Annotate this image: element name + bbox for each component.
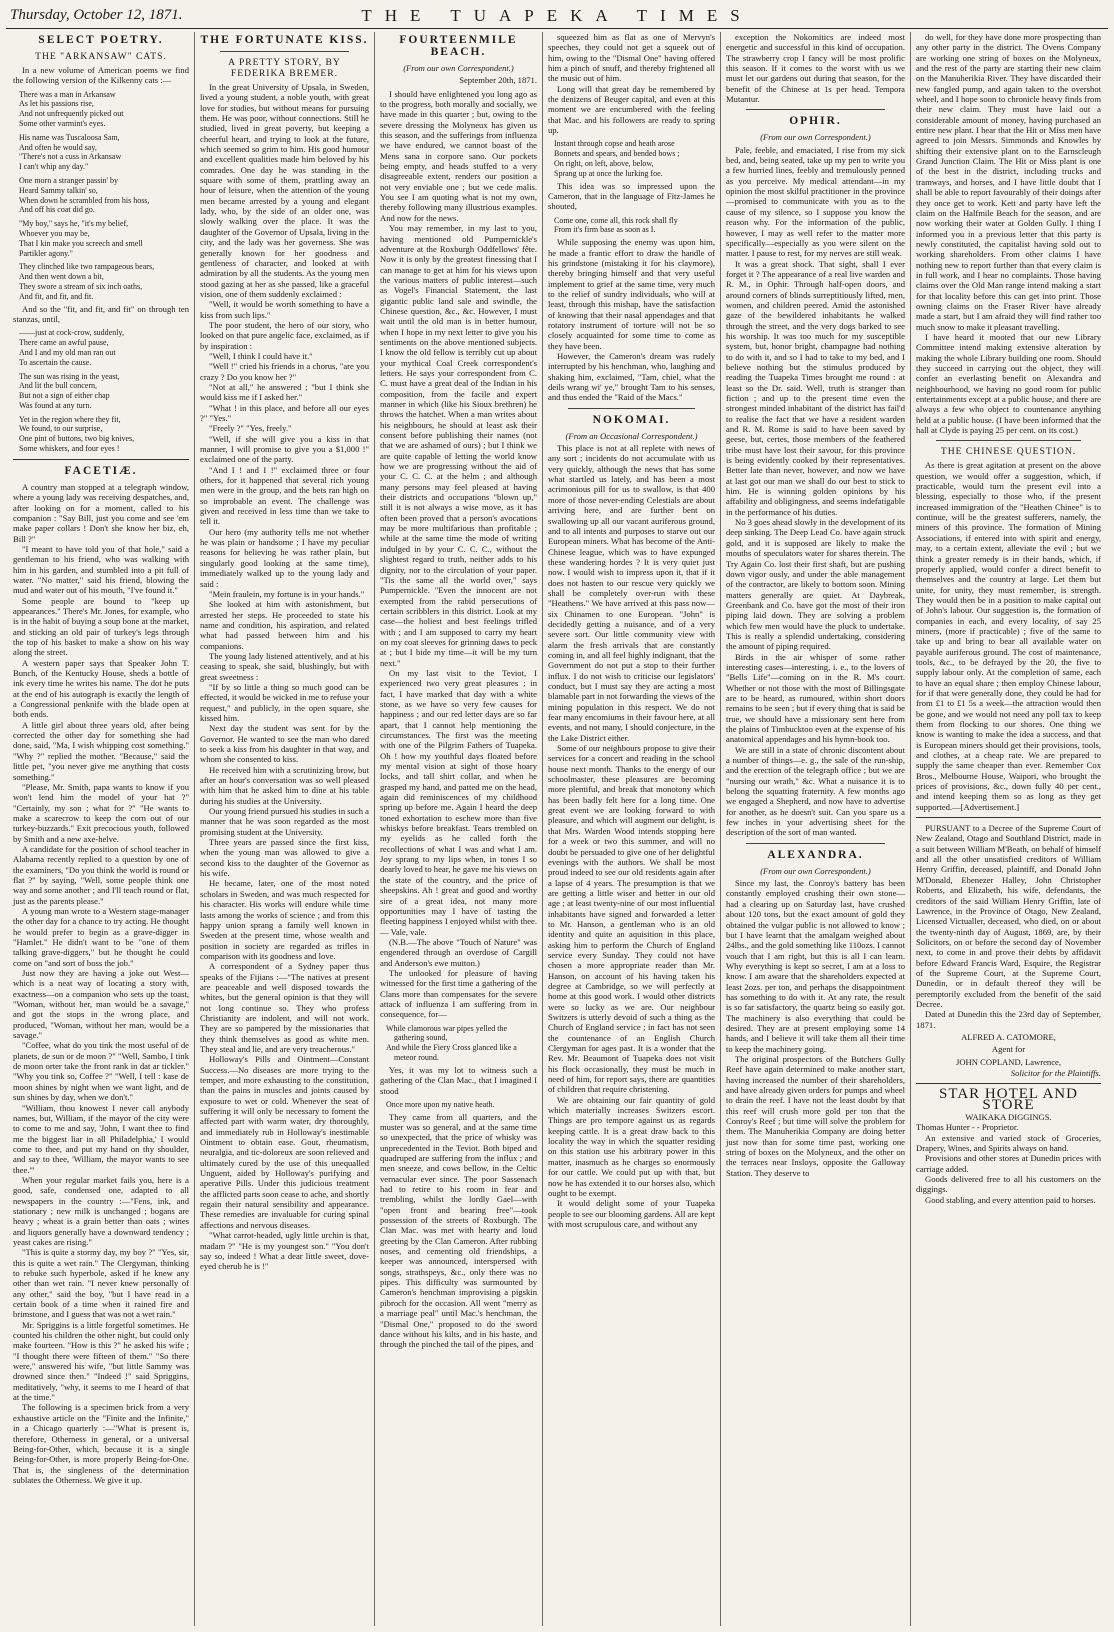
verse-line: There came an awful pause, <box>19 338 109 348</box>
verse-line: They swore a stream of six inch oaths, <box>19 282 143 292</box>
article-paragraph: When your regular market fails you, here is a good, safe, condensed one, adapted to all newspapers in the country :—"Fens, ink, and stationary ; new milk is unchanged ; bogans are heavy ; wheat is a grain better than oats ; wines and liquors generally have a downward tendency ; yeast cakes are rising." <box>13 1174 189 1247</box>
verse-line: And not unfrequently picked out <box>19 109 124 119</box>
article-paragraph: Yes, it was my lot to witness such a gathering of the Clan Mac., that I imagined I stood <box>380 1064 537 1096</box>
article-paragraph: You may remember, in my last to you, having mentioned old Pumpernickle's adventure at the Roxburgh Oddfellows' fête. Now it is only by the greatest finessing that I can manage to get at him for his views upon the various matters of public interest—such as Vogel's Financial Statement, the last gigantic public land sale and swindle, the Chinese question, &c., &c. However, I must wait until the old man is in better humour, when I hope in my next letter to give you his sentiments on the above mentioned subjects. I know the old fellow is terribly cut up about your mythical Coal Creek correspondent's letters. He says your correspondent from C. C. must have a great deal of the Indian in his composition, from the facile and expert manner in which (like his Sioux brethren) he throws the hatchet. When a man writes about his neighbours, he should at least ask their consent before publishing their names (not that we are ashamed of ours) ; but I think we are quite capable of letting the world know how we are progressing without the aid of your C. C. C. at the helm ; and although many persons may feel pleased at having their districts and occupations "blown up," still it is not always a wise move, as it has often been proved that a person's avocations may be more multifarious than profitable ; while at the same time the mode of writing indulged in by your C. C. C., without the slightest regard to truth, neither adds to his dignity, nor to the circulation of your paper. "Tis the same all the world over," says Pumpernickle. "Even the innocent are not exempted from the rabid persecutions of certain scribblers in this district. Look at my case—the holiest and best feelings trifled with ; and I am supposed to carry my heart on my coat sleeves for grinning daws to peck at ; but I bide my time—it will be my turn next." <box>380 223 537 668</box>
article-paragraph: The young lady listened attentively, and at his ceasing to speak, she said, blushingly, but with great sweetness : <box>200 650 369 682</box>
article-paragraph: Some people are bound to "keep up appearances." There's Mr. Jones, for example, who is in the habit of buying a soup bone at the market, and sticking an old pair of turkey's legs through the top of his basket to make a show on his way along the street. <box>13 595 189 658</box>
issue-date: Thursday, October 12, 1871. <box>10 7 183 23</box>
article-paragraph: As there is great agitation at present on the above question, we would offer a suggestion, which, if practicable, would turn the present evil into a blessing, especially to those who, if the present increased immigration of the "Heathen Chinee" is to continue, will be the greatest sufferers, namely, the miners of this province. The formation of Mining Associations, if entered into with spirit and energy, may, to a certain extent, alleviate the evil ; but we think a greater remedy is in their hands, which, if properly applied, would confer a direct benefit to themselves and the country at large. Let them but unite, for unity, they must remember, is strength. They would then be in a position to make capital out of John's labour. Our suggestion is, the formation of companies in each, and every locality, of say 25 miners, (more if practicable) ; five of the same to take up and bring to bear all available water on payable auriferous ground. The cost of maintenance, tools, &c., to be defrayed by the 20, the five to supply labour only. At the completion of same, each to have an equal share ; then employ Chinese labour, for if that were generally done, they could be had for from £1 to £1 5s a week—the attraction would then be gone, and we would not need any poll tax to keep them from flocking to our shores. One thing we know is wanting to make the idea a success, and that is European miners should get their provisions, tools, and clothes, at a cheap rate. We are prepared to supply the same cheaper than ever. Remember Cox Bros., Melbourne House, Waipori, who brought the prices of provisions, &c., down fully 40 per cent., and intend keeping them so as long as they get supported.—[Advertisement.] <box>916 460 1101 812</box>
article-paragraph: "And I ! and I !" exclaimed three or four others, for it happened that several rich young men were in the group, and the bets ran high on so improbable an event. The challenge was given and received in less time than we take to tell it. <box>200 464 369 527</box>
article-paragraph: Holloway's Pills and Ointment—Constant Success.—No diseases are more trying to the temper, and more exhausting to the constitution, than the pains in muscles and joints caused by exposure to wet or cold. Whenever the seat of suffering it will only be necessary to foment the affected part with warm water, dry thoroughly, and immediately rub in Holloway's inestimable Ointment to obtain ease. Gout, rheumatism, neuralgia, and tic-doloreux are soon relieved and ultimately cured by the use of this unequalled Unguent, aided by Holloway's purifying and aperative Pills. Under this judicious treatment the afflicted parts soon cease to ache, and shortly regain their natural sensibility and appearance. These remedies are invaluable for curing spinal affections and nervous diseases. <box>200 1054 369 1230</box>
article-paragraph: "William, thou knowest I never call anybody names, but, William, if the mayor of the city were to come to me and say, 'John, I want thee to find me the biggest liar in all Philadelphia,' I would come to thee, and put my hand on thy shoulder, and say to thee, 'William, the mayor wants to see thee.'" <box>13 1102 189 1175</box>
poem-verse <box>13 262 189 301</box>
article-paragraph: exception the Nokomitics are indeed most energetic and successful in this kind of occupation. The strawberry crop I fancy will be most prolific this season. If it comes to the worst with us we must let our gardens out during that season, for the benefit of the Chinese at 1s per head. Tempora Mutantur. <box>726 32 905 105</box>
verse-line: Heard Sammy talkin' so, <box>19 185 98 195</box>
newspaper-title: THE TUAPEKA TIMES <box>361 6 753 25</box>
fortunate-kiss-heading: THE FORTUNATE KISS. <box>200 34 369 46</box>
nokomai-continued <box>726 32 905 104</box>
article-paragraph: "Well, I think I could have it." <box>209 350 313 361</box>
fortunate-kiss-body <box>200 82 369 1272</box>
article-paragraph: While supposing the enemy was upon him, he made a frantic effort to draw the handle of his grindstone (mistaking it for his claymore), thereby bringing himself and that very useful implement to grief at the same time, very much to the relief of sundry individuals, who will at least, through this mishap, have the satisfaction of knowing that their nasal appendages and that rotatory instrument of torture will not be so closely acquainted for some time to come as they have been. <box>548 237 715 351</box>
section-rule <box>916 817 1101 818</box>
article-paragraph: It would delight some of your Tuapeka people to see our blooming gardens. All are kept with most scrupulous care, and without any <box>548 1198 715 1229</box>
article-paragraph: Three years are passed since the first kiss, when the young man was allowed to give a second kiss to the daughter of the Governor as his wife. <box>200 837 369 879</box>
article-paragraph: We are obtaining our fair quantity of gold which materially increases Switzers escort. Things are pro tempore against us as regards keeping cattle. It is a great draw back to this locality the way in which the squatter residing on this station use his arbitrary power in this matter, inasmuch as he charges so enormously for our cattle. We could put up with that, but now he has extended it to our horses also, which ought to be exempt. <box>548 1094 715 1198</box>
article-paragraph: A correspondent of a Sydney paper thus speaks of the Fijians :—"The natives at present are peaceable and well disposed towards the whites, but the general opinion is that they will not long continue so. They who profess Christianity are indolent, and will not work. They are so pampered by the missionaries that they think themselves as good as white men. They steal and lie, and are very treacherous." <box>200 961 369 1054</box>
section-rule <box>13 459 189 460</box>
verse-line: And I and my old man ran out <box>19 347 116 357</box>
article-paragraph: A young man wrote to a Western stage-manager the other day for a chance to try acting. He thought he would prefer to begin as a grave-digger in "Hamlet." He didn't want to be "one of them talking grave-diggers," but he thought he could come on "and sort of boss the job." <box>13 905 189 968</box>
verse-line: And often he would say, <box>19 142 97 152</box>
section-rule <box>568 408 695 409</box>
correspondent-line: (From an Occasional Correspondent.) <box>565 430 698 441</box>
column-3 <box>374 32 542 1626</box>
article-paragraph: This place is not at all replete with news of any sort ; incidents do not accumulate with us very quickly, although the news that has some what startled us lately, and has been a most acrimonious pill for us to swallow, is that 400 more of those never-ending Celestials are about arriving here, and are further bent on swallowing up all our vacant auriferous ground, and to all intents and purposes to starve out our European miners. What has become of the Anti-Chinese league, which was to have expunged these wandering hordes ? It is very quiet just now. I would wish to impress upon it, that if it does not hasten to our rescue very quickly we shall be completely over-run with these "Heathens." We have arrived at this pass now—six Chinamen to one European. "John" is decidedly getting a nuisance, and of a very severe sort. Our little community view with alarm the fresh arrivals that are constantly coming in, and all feel highly indignant, that the Government do not put a stop to their further influx. I do not wish to criticise our legislators' conduct, but I must say they are acting a most blamable part in not forwarding the views of the mining population in this respect. We do not fear many encomiums in their favour here, at all events, and not many, I should conjecture, in the the Lake District either. <box>548 443 715 743</box>
correspondent-line: (From our own Correspondent.) <box>760 865 871 876</box>
raid-ending <box>548 237 715 403</box>
article-paragraph: No 3 goes ahead slowly in the development of its deep sinking. The Deep Lead Co. have again struck gold, and it is supposed are likely to make the mouths of speculators water for shares therein. The Try Again Co. lost their first shaft, but are pushing down vigor ously, and under the able management of the contractor, are likely to bottom soon. Mining matters generally are quiet. At Daybreak, Greenbank and Co. have got the most of their iron piping laid down. They are solving a problem which few men would have the pluck to undertake. This is really a splendid undertaking, considering the amount of piping required. <box>726 517 905 652</box>
article-paragraph: He received him with a scrutinizing brow, but after an hour's conversation was so well pleased with him that he asked him to dine at his table during his studies at the University. <box>200 764 369 806</box>
verse-line: His name was Tuscaloosa Sam, <box>19 132 120 142</box>
article-paragraph: "This is quite a stormy day, my boy ?" "Yes, sir, this is quite a wet rain." The Clergyman, thinking to rebuke such hyperbole, asked if he knew any other than wet rain. "I never knew personally of any other," said the boy, "but I have read in a certain book of a time when it rained fire and brimstone, and I guess that was not a wet rain." <box>13 1247 189 1320</box>
article-paragraph: "Not at all," he answered ; "but I think she would kiss me if I asked her." <box>200 381 369 403</box>
article-paragraph: I have heard it mooted that our new Library Committee intend making extensive alteration by making the whole Library building one room. Should they succeed in carrying out the object, they will confer an everlasting benefit on Alexandra and neighbourhood, we having no good room for public entertainments except at a public house, and there are always a few who object to countenance anything held at a public house. (I have been informed that the hall at Clyde is paying 25 per cent. on its cost.) <box>916 331 1101 436</box>
article-paragraph: "Mein fraulein, my fortune is in your hands." <box>209 588 365 599</box>
article-paragraph: On my last visit to the Teviot, I experienced two very great pleasures ; in fact, I have marked that day with a white stone, as we have so very few causes for happiness ; and our red letter days are so far apart, that I cannot help mentioning the circumstances. The first was the meeting with one of the Pilgrim Fathers of Tuapeka. Oh ! how my youthful days floated before my mental vision at sight of those hoary locks, and tall shirt collar, and when he grasped my hand, and patted me on the head, again did reminiscences of my childhood spring up before me. Again I heard the deep toned exhortation to eschew more than five whiskys before breakfast. Tears trembled on my eyelids as he called forth the recollections of what I was and what I am. Joy sprang to my lips when, in tones I so dearly loved to hear, he gave me his views on the state of the country, and the price of sheepskins. Ah ! great and good and worthy sire of a great idea, not many more opportunities may I have of tasting the fleeting happiness I enjoyed whilst with thee.— Vale, vale. <box>380 667 537 937</box>
article-paragraph: "Freely ?" "Yes, freely." <box>209 423 292 434</box>
article-paragraph: This idea was so impressed upon the Cameron, that in the language of Fitz-James he shouted, <box>548 180 715 212</box>
article-paragraph: do well, for they have done more prospecting than any other party in the district. The Ovens Company are working one string of boxes on the Molyneux, and the rest of the party are starting their new claim on the Manuherikia River. They have discarded their new fangled pump, and again taken to the overshot wheel, and I hope soon to chronicle heavy finds from their new claim. They must have laid out a considerable amount of money, having purchased an entire new plant. I hear that the Hit or Miss men have agreed to join Messrs. Simmonds and Knowles by shifting their extensive plant on to the Earnscleugh Grand Junction Claim. The Hit or Miss plant is one of the best in the district, including trucks and tramways, and horses, and I have little doubt that I shall be able to report favourably of their doings after they once get to work. Kett and party have left the claim on the Halfmile Beach for the season, and are now working their water at Golden Gully. I thing I informed you in a previous letter that this party is newly constituted, the capitalist having sold out to working shareholders. From other claims I have nothing new to report further than that every claim is in full work, and I hear no complaints. Those having claims over the Old Man range intend making a start for that locality before this can get into print. Those owning claims on the Fraser River have already made a start, but I am afraid they will find rather too much snow to make it pleasant travelling. <box>916 32 1101 332</box>
article-paragraph: Our young friend pursued his studies in such a manner that he was soon regarded as the most promising student at the University. <box>200 806 369 837</box>
verse-line: They clinched like two rampageous bears, <box>19 262 155 272</box>
verse-line: Was found at any turn. <box>19 400 92 410</box>
verse-line: We found, to our surprise, <box>19 424 103 434</box>
ophir-heading: OPHIR. <box>789 115 842 128</box>
verse-line: Partikler agony." <box>19 248 73 258</box>
article-paragraph: Pale, feeble, and emaciated, I rise from my sick bed, and, being seated, take up my pen to write you a few hurried lines, feebly and tremulously penned as you perceive. My medical attendant—in my opinion the most skilful practitioner in the province—promised to communicate with you as to the cause of my silence, so I suppose you know the reason why. For the information of the public, however, I may as well refer to the matter more specifically—especially as you were silent on the matter. I pause to rest, for my nerves are still weak. <box>726 144 905 259</box>
article-paragraph: Goods delivered free to all his customers on the diggings. <box>916 1174 1101 1195</box>
article-paragraph: They came from all quarters, and the muster was so general, and at the same time so unexpected, that the price of whisky was unprecedented in the Teviot. Both biped and quadruped are suffering from the influx ; and men sneeze, and cows bellow, in the Celtic vernacular ever since. The poor Sassenach had to retire to his room in fear and trembling, whilst the lordly Gael—with "open front and bearing free"—took possession of the streets of Roxburgh. The Clan Mac. was met with hearty and loud greeting by the Clan Cameron. After rubbing noses, and cementing old friendships, a keeper was announced, interspersed with songs, strathspeys, &c., only there was no pipes. This difficulty was surmounted by Cameron's henchman improvising a pigskin pibroch for the occasion. All went "merry as a marriage peal" until Mac.'s henchman, the "Dismal One," proposed to do the sword dance without his kilts, and in his haste, and through the pinched the tail of the pipes, and <box>380 1111 537 1350</box>
dateline: September 20th, 1871. <box>459 75 537 86</box>
verse-line: ——just at cock-crow, suddenly, <box>19 328 124 338</box>
nokomai-heading: NOKOMAI. <box>592 413 671 426</box>
legal-signer: ALFRED A. CATOMORE, <box>961 1031 1056 1042</box>
fortunate-kiss-subheading: A PRETTY STORY, BY FEDERIKA BREMER. <box>228 57 341 79</box>
facetiae-body <box>13 482 189 1485</box>
facetiae-heading: FACETIÆ. <box>64 464 138 477</box>
poem-verse <box>13 90 189 129</box>
raid-continued <box>548 32 715 135</box>
article-paragraph: Provisions and other stores at Dunedin prices with carriage added. <box>916 1153 1101 1174</box>
article-paragraph: The unlooked for pleasure of having witnessed for the first time a gathering of the Clans more than compensates for the severe attack of influenza I am suffering from in consequence, for— <box>380 967 537 1020</box>
verse-line: I can't whip any day." <box>19 162 89 172</box>
verse-line: Once more upon my native heath. <box>386 1099 495 1109</box>
verse-line: Come one, come all, this rock shall fly <box>554 215 678 225</box>
verse-line: As let his passions rise, <box>19 99 94 109</box>
quoted-verse <box>548 216 715 236</box>
verse-line: Instant through copse and heath arose <box>554 139 675 149</box>
article-paragraph: "I meant to have told you of that hole," said a gentleman to his friend, who was walking with him in his garden, and stumbled into a pit full of water. "No matter," said his friend, blowing the mud and water out of his mouth, "I've found it." <box>13 543 189 596</box>
article-paragraph: Since my last, the Conroy's battery has been constantly employed crushing their own stone—had a clearing up on Saturday last, have crushed about 120 tons, but the exact amount of gold they obtained the vulgar public is not allowed to know ; but I have learnt that the amalgam weighed about 24lbs., and the gold something like 110ozs. I cannot vouch that I am right, but this is all I can learn. Why everything is kept so secret, I am at a loss to know. I am aware that the shareholders expected at least 2ozs. per ton, and perhaps the disappointment has something to do with it. At any rate, the result is so far satisfactory, the quartz being so easily got. The machinery is also everything that could be desired. They are at present employing some 14 hands, and I believe it will take them all their time to keep the machinery going. <box>726 878 905 1054</box>
article-paragraph: Birds in the air whisper of some rather interesting cases—interesting, i. e., to the lovers of "Bells Life"—coming on in the R. M's court. Whether or not those with the most of Billingsgate are to be heard, as rumoured, within short doors remains to be seen ; but if every thing that is said be true, we should have a missionary sent here from the plains of Timbucktoo even at the expense of his anatomical appendages and his hymn-book too. <box>726 651 905 745</box>
section-rule <box>220 51 349 52</box>
verse-line: There was a man in Arkansaw <box>19 89 116 99</box>
poem-verse <box>13 219 189 258</box>
column-2 <box>194 32 374 1626</box>
section-rule <box>746 109 885 110</box>
article-paragraph: Next day the student was sent for by the Governor. He wanted to see the man who dared to seek a kiss from his daughter in that way, and whom she consented to kiss. <box>200 723 369 765</box>
article-paragraph: The following is a specimen brick from a very exhaustive article on the "Finite and the Infinite," in a Chicago quarterly :—"What is present is, therefore, Otherness in general, or a universal Being-for-Other, which, because it is a single Being-for-Other, is more properly Being-for-One. That is, the singleness of the determination sublates the Otherness. We give it up. <box>13 1402 189 1485</box>
article-paragraph: However, the Cameron's dream was rudely interrupted by his henchman, who, laughing and shaking him, exclaimed, "Tam, chiel, what the deils wrang wi' ye," brought Tam to his senses, and thus ended the "Raid of the Macs." <box>548 351 715 403</box>
poem-intro: In a new volume of American poems we find the following version of the Kilkenny cats :— <box>13 65 189 86</box>
poem-verse <box>13 176 189 215</box>
column-6 <box>910 32 1106 1626</box>
article-paragraph: The original prospectors of the Butchers Gully Reef have again determined to make another start, having increased the number of their shareholders, and have already given orders for pumps and wheel to drain the reef. I have not the least doubt by that this reef will crush more gold per ton that the Conroy's Reef ; but time will solve the problem for them. The Manuherikia Company are doing better just now than for some time past, working one string of boxes on the Molyneux, and the other on the terraces near Insloys, opposite the Galloway Station. They deserve to <box>726 1053 905 1178</box>
fourteenmile-heading: FOURTEENMILE BEACH. <box>399 34 518 58</box>
select-poetry-heading: SELECT POETRY. <box>38 34 164 46</box>
article-paragraph: "Well, if she will give you a kiss in that manner, I will promise to give you a $1,000 !" exclaimed one of the party. <box>200 433 369 465</box>
verse-line: To ascertain the cause. <box>19 357 92 367</box>
section-rule <box>916 1083 1101 1084</box>
article-paragraph: She looked at him with astonishment, but arrested her steps. He proceeded to state his name and condition, his aspiration, and related what had passed between him and his companions. <box>200 599 369 651</box>
poem-verse <box>13 415 189 454</box>
article-paragraph: A candidate for the position of school teacher in Alabama recently replied to a question by one of the examiners, "Do you think the world is round or flat ?" by saying, "Well, some people think one way and some another ; and I'll teach round or flat, just as the parents please." <box>13 843 189 906</box>
article-paragraph: In the great University of Upsala, in Sweden, lived a young student, a noble youth, with great love for studies, but without means for pursuing them. He was poor, without connections. Still he studied, lived in great poverty, but keeping a cheerful heart, and trying to look at the future, which seemed so grim to him. His good humour and excellent qualities made him beloved by his comrades. One day he was standing in the square with some of them, prattling away an hour of leisure, when the attention of the young men became arrested by a young and elegant lady, who, by the side of an older one, was slowly walking over the place. It was the daughter of the Governor of Upsala, living in the city, and the lady was her governess. She was generally known for her goodness and gentleness of character, and looked at with admiration by all the students. As the young men stood gazing at her as she passed, like a graceful vision, one of them suddenly exclaimed : <box>200 82 369 299</box>
article-paragraph: "What ! in this place, and before all our eyes ?" "Yes." <box>200 402 369 423</box>
quoted-verse <box>380 1100 537 1110</box>
verse-line: Yet in the region where they fit, <box>19 414 121 424</box>
legal-notice: PURSUANT to a Decree of the Supreme Court of New Zealand, Otago and Southland District, made in a suit between William M'Beath, on behalf of himself and all the other unsatisfied creditors of William Henry Griffin, deceased, plaintiff, and Donald John M'Donald, Ebenezer Halley, John Christopher Roberts, and Elizabeth, his wife, defendants, the creditors of the said William Henry Griffin, late of Lawrence, in the Province of Otago, New Zealand, Licensed Victualler, deceased, who died, on or about the twenty-ninth day of August, 1869, are, by their Solicitors, on or before the second day of November next, to come in and prove their debts by affidavit before Edward Francis Ward, Esquire, the Registrar of the Supreme Court, at the Supreme Court, Dunedin, or in default thereof they will be peremptorily excluded from the benefit of the said Decree. <box>916 823 1101 1009</box>
article-paragraph: (N.B.—The above "Touch of Nature" was engendered through an overdose of Cargill and Anderson's ewe mutton.) <box>380 936 537 968</box>
verse-line: "My boy," says he, "it's my belief, <box>19 219 129 229</box>
alexandra-continued <box>916 32 1101 435</box>
correspondent-line: (From our own Correspondent.) <box>760 132 871 143</box>
verse-line: And while the Fiery Cross glanced like a meteor round. <box>386 1043 517 1063</box>
verse-line: The sun was rising in the yeast, <box>19 371 120 381</box>
article-paragraph: Our hero (my authority tells me not whether he was plain or handsome ; I have my peculiar reasons for believing he was rather plain, but singularly good looking at the same time), immediately walked up to the young lady and said : <box>200 526 369 589</box>
chinese-question-body <box>916 460 1101 812</box>
article-paragraph: We are still in a state of chronic discontent about a number of things—e. g., the sale of the run-ship, and the erection of the telegraph office ; but we are "nursing our wrath," &c. What a nuisance it is to belong the squatting fraternity. A few months ago we engaged a Shepherd, and now have to advertise for another, as he doesn't suit. Can you spare us a few inches in your advertising sheet for the description of the sort of man wanted. <box>726 744 905 838</box>
star-hotel-heading: STAR HOTEL AND STORE <box>939 1086 1078 1113</box>
star-hotel-proprietor: Thomas Hunter - - Proprietor. <box>916 1122 1019 1133</box>
ophir-body <box>726 145 905 838</box>
legal-role: Solicitor for the Plaintiffs. <box>1010 1068 1101 1078</box>
correspondent-line: (From our own Correspondent.) <box>403 63 514 73</box>
article-paragraph: "Well !" cried his friends in a chorus, "are you crazy ? Do you know her ?" <box>200 361 369 382</box>
article-paragraph: "Please, Mr. Smith, papa wants to know if you won't lend him the model of your hat ?" "Certainly, my son ; what for ?" "He wants to make a scarecrow to keep the corn out of our turkey-buzzards." Exit precocious youth, followed by Smith and a new axe-helve. <box>13 781 189 844</box>
article-paragraph: A little girl about three years old, after being corrected the other day for something she had done, said, "Ma, I wish whipping cost something." "Why ?" replied the mother. "Because," said the little pet, "you never give me anything that costs something." <box>13 719 189 782</box>
article-paragraph: "Well, it would be worth something to have a kiss from such lips." <box>200 299 369 320</box>
verse-line: On right, on left, above, below, <box>554 159 654 169</box>
poem-title: THE "ARKANSAW" CATS. <box>35 51 167 62</box>
legal-solicitor: JOHN COPLAND, Lawrence, <box>955 1056 1061 1067</box>
star-hotel-subheading: WAIKAKA DIGGINGS. <box>965 1112 1052 1123</box>
article-paragraph: An extensive and varied stock of Groceries, Drapery, Wines, and Spirits always on hand. <box>916 1132 1101 1154</box>
column-5 <box>720 32 910 1626</box>
poem-verse <box>13 133 189 172</box>
article-paragraph: I should have enlightened you long ago as to the progress, both morally and socially, we have made in this quarter ; but, owing to the severe dressing the Molyneux has given us this season, and the sufferings from influenza we have endured, we cannot boast of the Mens sana in corpore sano. Our pockets being empty, and heads stuffed to a very disagreeable extent, renders our position a not very enviable one ; but we cede malis. You see I am quoting what is not my own, thereby following many illustrious examples. And now for the news. <box>380 88 537 223</box>
verse-line: And fit, and fit, and fit. <box>19 291 94 301</box>
article-paragraph: It was a great shock. That sight, shall I ever forget it ? The appearance of a real live warden and R. M., in Ophir. Through half-open doors, and around corners of blinds surreptitiously lifted, men, women, and children peered. Amid the astonished gaze of the bewildered inhabitants he walked through the street, and the very dogs barked to see his worship. It was too much for my susceptible system, but, honor bright, champagne had nothing to do with it, and so I had to take to my bed, and I believe nothing but the stimulus produced by reading the Tuapeka Times brought me round : at least so the Dr. said. Well, truth is stranger than fiction ; and up to the present time even the strongest minded inhabitant of the district has fail'd to realise the fact that we have a resident warden and R. M. Rome is said to have been saved by geese, but, certes, those members of the feathered tribe must have lost their savour, for this province is being evidently cooked by their representatives. Better late than never, however, and now we have at last got our man we shall do our best to stick to him. He is winning golden opinions by his affability and obligingness, and seems indefatigable in the performance of his duties. <box>726 258 905 517</box>
section-rule <box>936 440 1081 441</box>
verse-line: But not a sign of either chap <box>19 391 110 401</box>
verse-line: When down he scrambled from his hoss, <box>19 195 150 205</box>
verse-line: And off his coat did go. <box>19 205 95 215</box>
verse-line: Sprang up at once the lurking foe. <box>554 168 663 178</box>
article-paragraph: Good stabling, and every attention paid to horses. <box>925 1194 1096 1205</box>
masthead <box>6 4 1108 29</box>
legal-dated: Dated at Dunedin this the 23rd day of September, 1871. <box>916 1009 1101 1030</box>
section-rule <box>746 843 885 844</box>
article-paragraph: "Coffee, what do you tink the most useful of de planets, de sun or de moon ?" "Well, Sambo, I tink de moon orter take the front rank in dat ar tickler." "Why you tink so, Coffee ?" "Well, I tell : kase de moon shines by night when we want light, and de sun shines by day, when we don't." <box>13 1040 189 1103</box>
quoted-verse <box>548 139 715 178</box>
verse-line: Bonnets and spears, and bended bows ; <box>554 149 680 159</box>
article-paragraph: squeezed him as flat as one of Mervyn's speeches, they could not get a squeek out of him, owing to the "Dismal One" having offered him a pinch of snuff, and thereby frightened all the music out of him. <box>548 32 715 84</box>
nokomai-body <box>548 443 715 1229</box>
star-hotel-lines <box>916 1133 1101 1205</box>
verse-line: From it's firm base as soon as I. <box>554 225 656 235</box>
verse-line: One pint of buttons, two big knives, <box>19 434 135 444</box>
article-paragraph: "If by so little a thing so much good can be effected, it would be wicked in me to refuse your request," and publicly, in the open square, she kissed him. <box>200 681 369 723</box>
verse-line: Some other varmint's eyes. <box>19 119 106 129</box>
article-paragraph: A country man stopped at a telegraph window, where a young lady was receiving despatches, and, after looking on for a moment, called to his companion : "Say Bill, just you come and see 'em make paper collars ! Don't she know her biz, eh, Bill ?" <box>13 481 189 544</box>
article-paragraph: A western paper says that Speaker John T. Bunch, of the Kentucky House, sheds a bottle of ink every time he writes his name. The dot he puts at the end of his autograph is exactly the length of a Congressional penknife with the blade open at both ends. <box>13 657 189 720</box>
article-paragraph: The poor student, the hero of our story, who looked on that pure angelic face, exclaimed, as if by inspiration : <box>200 319 369 351</box>
verse-line: One morn a stranger passin' by <box>19 176 118 186</box>
verse-line: Whoever you may be, <box>19 229 90 239</box>
columns <box>8 32 1106 1626</box>
article-paragraph: Just now they are having a joke out West—which is a neat way of locating a story with, exactness—on a companion who sets up the toast, "Woman, without her, man would be a savage," and got the stops in the wrong place, and produced, "Woman, without her man, would be a savage." <box>13 968 189 1041</box>
column-1 <box>8 32 194 1626</box>
poem-verse <box>13 372 189 411</box>
column-4 <box>542 32 720 1626</box>
chinese-question-heading: THE CHINESE QUESTION. <box>940 446 1077 458</box>
alexandra-heading: ALEXANDRA. <box>767 848 864 861</box>
verse-line: And lit the bull concern, <box>19 381 97 391</box>
poem-verse <box>13 328 189 367</box>
poem-bridge: And so the "fit, and fit, and fit" on through ten stanzas, until, <box>13 303 189 324</box>
article-paragraph: Some of our neighbours propose to give their services for a concert and reading in the school house next month. Thanks to the energy of our schoolmaster, these pleasures are becoming more plentiful, and break that monotony which has been badly felt here for a long time. One great event we are looking forward to with pleasure, and which will augment our delight, is that Mrs. Warden Wood intends stopping here for a week or two this summer, and will no doubt be persuaded to give one of her delightful evenings with the authors. We shall be most proud indeed to see our old residents again after a lapse of 4 years. The presumption is that we are getting a little wiser and better in our old age ; at least twenty-nine of our most influential inhabitants have signed and forwarded a letter to Mr. Hanson, a gentleman who is an old identity and quite an aquisition in this place, asking him to perform the Church of England service every Sunday. They could not have chosen a more appropriate reader than Mr. Hanson, on account of his having taken his degree at Cambridge, so we will perfectly at home at this good work. I would other districts were so lucky as we are. Our neighbour Switzers is utterly devoid of such a thing as the Church of England service ; in fact has not seen the countenance of an English Church Clergyman for ages past. It is a wonder that the Rev. Mr. Beaumont of Tuapeka does not visit his flock occasionally, they must be much in need of him, for report says, there are quantities of children that require christening. <box>548 743 715 1095</box>
alexandra-body <box>726 878 905 1178</box>
legal-agent: Agent for <box>991 1044 1026 1055</box>
verse-line: And then went down a bit, <box>19 272 104 282</box>
article-paragraph: Long will that great day be remembered by the denizens of Beuger capital, and even at this moment we are encumbered with the feeling that Mac. and his followers are ready to spring up. <box>548 83 715 136</box>
verse-line: Some whiskers, and four eyes ! <box>19 444 120 454</box>
verse-line: That I kin make you screech and smell <box>19 238 143 248</box>
article-paragraph: He became, later, one of the most noted scholars in Sweden, and was much respected for his character. His works will endure while time lasts among the works of science ; and from this happy union sprang a family well known in Sweden at the present time, whose wealth and position in society are regarded as trifles in comparison with its goodness and love. <box>200 878 369 961</box>
quoted-verse <box>380 1024 537 1063</box>
article-paragraph: Mr. Spriggins is a little forgetful sometimes. He counted his children the other night, but could only make fourteen. "How is this ?" he asked his wife ; "I thought there were fifteen of them." "So there were," answered his wife, "but little Sammy was drowned since then." "Indeed !" said Spriggins, meditatively, "why, it seems to me I heard of that at the time." <box>13 1319 189 1403</box>
verse-line: While clamorous war pipes yelled the gathering sound, <box>386 1023 508 1043</box>
article-paragraph: "What carrot-headed, ugly little urchin is that, madam ?" "He is my youngest son." "You don't say so, indeed ! What a dear little sweet, dove-eyed cherub he is !" <box>200 1230 369 1272</box>
verse-line: "There's not a cuss in Arkansaw <box>19 152 122 162</box>
